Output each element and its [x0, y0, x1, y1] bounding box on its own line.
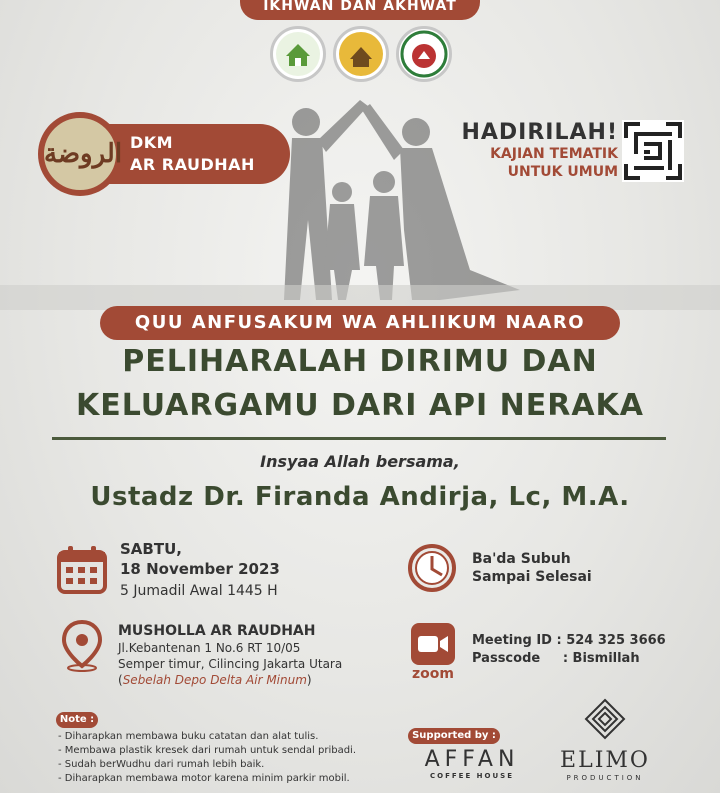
speaker-name: Ustadz Dr. Firanda Andirja, Lc, M.A. — [90, 482, 630, 512]
zoom-meeting-id: Meeting ID : 524 325 3666 — [472, 633, 666, 648]
notes-item: - Sudah berWudhu dari rumah lebih baik. — [58, 759, 265, 770]
organizer-logo: الروضة — [38, 112, 122, 196]
home-logo-icon — [270, 26, 326, 82]
venue-name: MUSHOLLA AR RAUDHAH — [118, 623, 316, 639]
notes-item: - Membawa plastik kresek dari rumah untuk sendal pribadi. — [58, 745, 357, 756]
theme-banner: QUU ANFUSAKUM WA AHLIIKUM NAARO — [100, 306, 620, 340]
elimo-logo — [552, 748, 658, 782]
venue-landmark-line — [118, 672, 342, 688]
supported-by-label: Supported by : — [408, 728, 500, 744]
organizer-name — [130, 132, 255, 176]
venue-address1: Jl.Kebantenan 1 No.6 RT 10/05 — [118, 641, 301, 655]
calendar-icon — [56, 544, 108, 596]
venue-landmark-close: ) — [306, 673, 312, 687]
organizer-line1: DKM — [130, 133, 174, 152]
time-block — [472, 550, 592, 586]
elimo-logo-icon — [584, 698, 626, 740]
venue-address2: Semper timur, Cilincing Jakarta Utara — [118, 657, 343, 671]
zoom-wordmark: zoom — [412, 666, 454, 682]
location-pin-icon — [60, 620, 104, 672]
notes-item: - Diharapkan membawa buku catatan dan alat tulis. — [58, 731, 319, 742]
invitation-line2: UNTUK UMUM — [507, 164, 618, 180]
clock-icon — [406, 542, 458, 594]
organizer-line2: AR RAUDHAH — [130, 155, 255, 174]
qr-code-icon — [622, 120, 684, 182]
foundation-logo-icon — [396, 26, 452, 82]
invitation-line1: KAJIAN TEMATIK — [490, 146, 618, 162]
affan-logo — [420, 748, 524, 780]
venue-landmark: Sebelah Depo Delta Air Minum — [122, 673, 307, 687]
time-end: Sampai Selesai — [472, 569, 592, 585]
invitation-block — [440, 120, 618, 181]
zoom-details — [472, 632, 666, 668]
affan-wordmark: AFFAN — [424, 747, 520, 772]
invitation-headline: HADIRILAH! — [461, 120, 618, 145]
date-block — [120, 540, 280, 602]
notes-item: - Diharapkan membawa motor karena minim parkir mobil. — [58, 773, 350, 784]
date-gregorian: 18 November 2023 — [120, 560, 280, 578]
zoom-passcode: Passcode : Bismillah — [472, 651, 640, 666]
venue-landmark-open: ( — [118, 673, 123, 687]
event-title-line2: KELUARGAMU DARI API NERAKA — [75, 388, 645, 423]
video-camera-icon — [410, 622, 456, 666]
venue-block — [118, 622, 342, 688]
notes-list — [58, 730, 356, 786]
family-silhouette-illustration — [0, 70, 720, 310]
elimo-subtitle: PRODUCTION — [566, 774, 644, 782]
affan-subtitle: COFFEE HOUSE — [430, 772, 514, 780]
audience-banner: IKHWAN DAN AKHWAT — [240, 0, 480, 20]
time-start: Ba'da Subuh — [472, 551, 571, 567]
speaker-intro: Insyaa Allah bersama, — [260, 452, 460, 471]
school-logo-icon — [333, 26, 389, 82]
elimo-wordmark: ELIMO — [560, 748, 650, 773]
title-divider — [52, 437, 666, 440]
date-day: SABTU, — [120, 540, 182, 558]
notes-title: Note : — [56, 712, 98, 728]
event-title-line1: PELIHARALAH DIRIMU DAN — [122, 344, 598, 379]
date-hijri: 5 Jumadil Awal 1445 H — [120, 583, 278, 599]
